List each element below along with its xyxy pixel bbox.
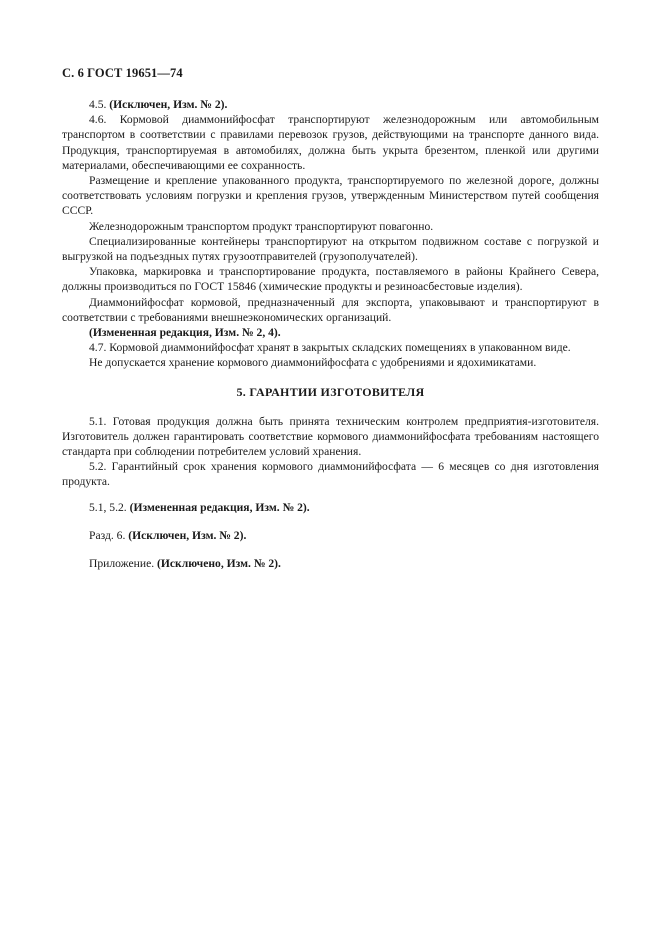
clause-5-2: 5.2. Гарантийный срок хранения кормового диаммонийфосфата — 6 месяцев со дня изготовления продукта. — [62, 460, 599, 489]
clause-4-6-railway: Железнодорожным транспортом продукт транспортируют повагонно. — [89, 219, 434, 233]
clause-4-6-export: Диаммонийфосфат кормовой, предназначенный для экспорта, упаковывают и транспортируют в соответствии с требованиями внешнеэкономических организаций. — [62, 295, 599, 324]
amendment-note-4-6: (Измененная редакция, Изм. № 2, 4). — [89, 326, 281, 340]
clause-4-6-containers: Специализированные контейнеры транспортируют на открытом подвижном составе с погрузкой и выгрузкой на подъездных путях грузоотправителей (грузополучателей). — [62, 234, 599, 264]
clause-4-7-restriction: Не допускается хранение кормового диаммонийфосфата с удобрениями и ядохимикатами. — [89, 356, 537, 370]
amendment-note: (Исключено, Изм. № 2). — [157, 557, 281, 571]
clause-4-6-far-north: Упаковка, маркировка и транспортирование продукта, поставляемого в районы Крайнего Севера, должны производиться по ГОСТ 15846 (химические продукты и резиноасбестовые изделия). — [62, 265, 599, 294]
amendment-5-1-5-2 — [62, 500, 599, 515]
clause-number: Приложение. — [89, 557, 155, 571]
clause-4-7: 4.7. Кормовой диаммонийфосфат хранят в закрытых складских помещениях в упакованном виде. — [89, 341, 571, 355]
clause-number: 5.1, 5.2. — [89, 500, 127, 514]
clause-number: Разд. 6. — [89, 528, 126, 542]
section-6-note — [62, 528, 599, 543]
clause-4-6: 4.6. Кормовой диаммонийфосфат транспортируют железнодорожным или автомобильным транспортом в соответствии с правилами перевозок грузов, действующими на транспорте данного вида. Продукция, транспортируемая в автомобилях, должна быть укрыта брезентом, пленкой или другими материалами, обеспечивающими ее сохранность. — [62, 113, 599, 172]
section-5-title: 5. ГАРАНТИИ ИЗГОТОВИТЕЛЯ — [236, 384, 425, 399]
page-header: С. 6 ГОСТ 19651—74 — [62, 66, 183, 80]
appendix-note — [62, 556, 599, 571]
amendment-note: (Измененная редакция, Изм. № 2). — [129, 500, 310, 514]
clause-4-6-placement: Размещение и крепление упакованного продукта, транспортируемого по железной дороге, должны соответствовать условиям погрузки и крепления грузов, утвержденным Министерством путей сообщения СССР. — [62, 174, 599, 218]
amendment-note: (Исключен, Изм. № 2). — [109, 98, 228, 111]
clause-4-5 — [62, 97, 599, 112]
clause-number: 4.5. — [89, 98, 107, 111]
clause-5-1: 5.1. Готовая продукция должна быть принята техническим контролем предприятия-изготовителя. Изготовитель должен гарантировать соответствие кормового диаммонийфосфата требованиям настоящего стандарта при соблюдении потребителем условий хранения. — [62, 414, 599, 459]
amendment-note: (Исключен, Изм. № 2). — [128, 528, 247, 542]
document-body — [62, 97, 599, 571]
